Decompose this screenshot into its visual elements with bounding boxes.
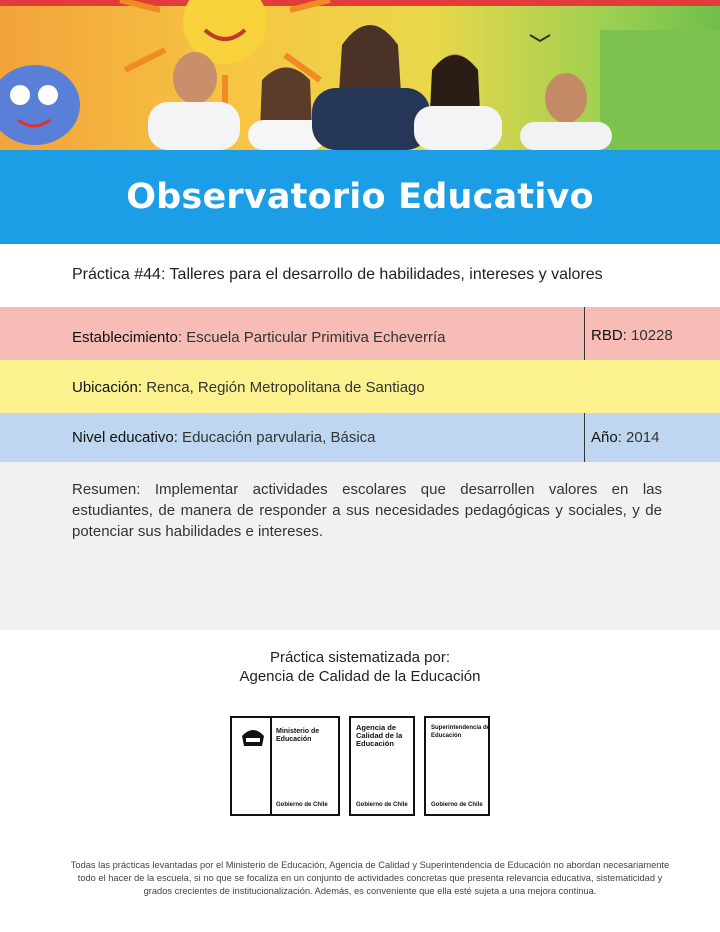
- ubicacion-row: [0, 360, 720, 413]
- rbd-value: 10228: [626, 327, 673, 344]
- rbd-label: RBD:: [591, 327, 627, 344]
- rbd-field: [591, 327, 673, 344]
- agencia-logo: [349, 716, 415, 816]
- nivel-label: Nivel educativo:: [72, 429, 178, 446]
- practice-line: [72, 266, 603, 284]
- credit-label: Práctica sistematizada por:: [269, 649, 451, 666]
- practice-label: Práctica #44: [72, 266, 161, 283]
- establecimiento-value: : Escuela Particular Primitiva Echeverría: [177, 329, 446, 346]
- footnote: Todas las prácticas levantadas por el Ministerio de Educación, Agencia de Calidad y Superintendencia de Educación no abordan necesariamente todo el hacer de la escuela, si no que se focaliza en un conjunto de actividades concretas que presenta relevancia educativa, sistematicidad y grados crecientes de institucionalización. Además, es conveniente que ella esté sujeta a una mejora continua.: [70, 860, 670, 896]
- credit-org: Agencia de Calidad de la Educación: [239, 668, 481, 685]
- ubicacion-label: Ubicación:: [72, 379, 143, 396]
- nivel-field: [72, 429, 376, 446]
- page-title: Observatorio Educativo: [126, 177, 594, 217]
- ministerio-logo: [230, 716, 340, 816]
- establecimiento-field: [72, 329, 445, 346]
- anio-value: : 2014: [617, 429, 660, 446]
- agencia-name: Agencia de Calidad de la Educación: [356, 723, 403, 748]
- logos-row: [0, 716, 720, 818]
- column-divider: [584, 413, 585, 462]
- anio-field: [591, 429, 659, 446]
- superintendencia-name: Superintendencia de Educación: [431, 725, 491, 739]
- establecimiento-row: [0, 307, 720, 360]
- resumen-text: [72, 479, 662, 542]
- establecimiento-label: Establecimiento: [72, 329, 178, 346]
- logo-separator: [270, 718, 272, 814]
- ubicacion-value: Renca, Región Metropolitana de Santiago: [142, 379, 425, 396]
- practice-title: : Talleres para el desarrollo de habilidades, intereses y valores: [160, 266, 603, 283]
- anio-label: Año: [591, 429, 618, 446]
- superintendencia-logo: [424, 716, 490, 816]
- ministerio-name: Ministerio de Educación: [276, 728, 320, 743]
- chile-coat-of-arms-icon: [236, 722, 270, 752]
- nivel-row: [0, 413, 720, 462]
- superintendencia-footer: Gobierno de Chile: [431, 802, 483, 808]
- ubicacion-field: [72, 379, 425, 396]
- title-bar: [0, 150, 720, 244]
- resumen-value: Implementar actividades escolares que desarrollen valores en las estudiantes, de manera de responder a sus necesidades pedagógicas y sociales, y de potenciar sus habilidades e intereses.: [72, 481, 662, 540]
- resumen-label: Resumen:: [72, 481, 141, 498]
- mural-illustration: [0, 0, 720, 150]
- header-photo: [0, 0, 720, 150]
- column-divider: [584, 307, 585, 360]
- nivel-value: Educación parvularia, Básica: [177, 429, 376, 446]
- ministerio-footer: Gobierno de Chile: [276, 802, 328, 808]
- agencia-footer: Gobierno de Chile: [356, 802, 408, 808]
